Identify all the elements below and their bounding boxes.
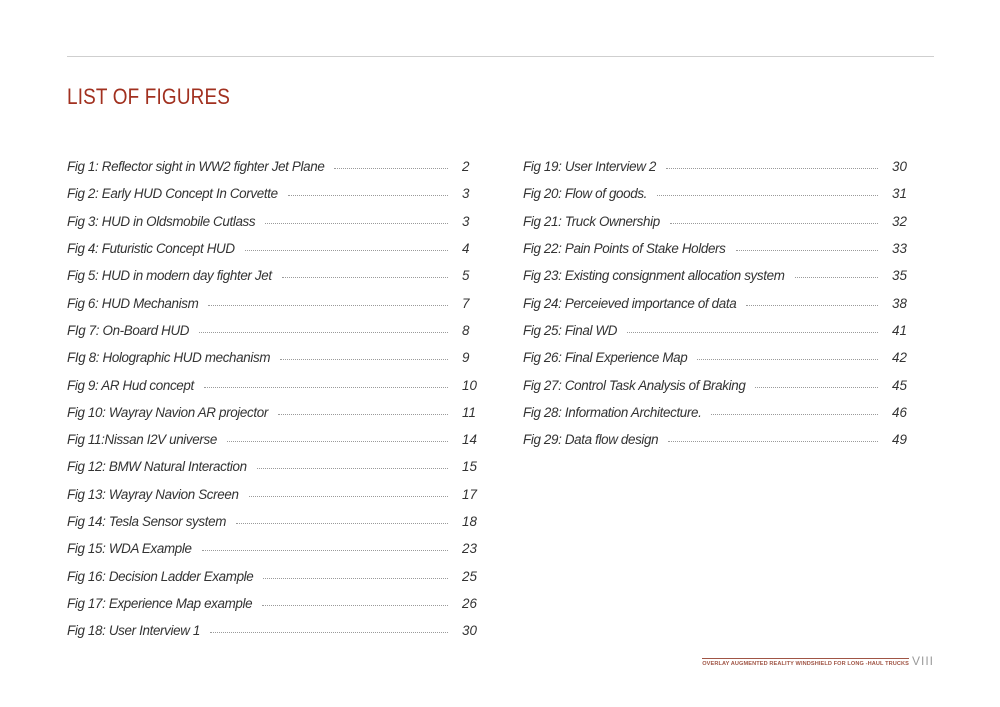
dot-leader: [202, 550, 448, 551]
dot-leader: [746, 305, 878, 306]
figure-page-number: 3: [462, 186, 470, 202]
figure-page-number: 33: [892, 241, 907, 257]
figure-title: Fig 17: Experience Map example: [67, 595, 253, 611]
figure-page-number: 32: [892, 213, 907, 229]
figure-entry: [67, 508, 479, 535]
dot-leader: [263, 578, 448, 579]
figure-page-number: 49: [892, 432, 907, 448]
dot-leader: [262, 605, 448, 606]
figure-page-number: 11: [462, 404, 476, 420]
dot-leader: [227, 441, 448, 442]
figure-page-number: 9: [462, 350, 470, 366]
page-footer: [702, 655, 934, 667]
figure-entry: [67, 399, 479, 426]
figure-entry: [523, 289, 912, 316]
figure-page-number: 46: [892, 404, 907, 420]
dot-leader: [697, 359, 878, 360]
figure-page-number: 42: [892, 350, 907, 366]
figure-page-number: 41: [892, 322, 907, 338]
dot-leader: [204, 387, 448, 388]
figure-entry: [67, 590, 479, 617]
footer-document-title: OVERLAY AUGMENTED REALITY WINDSHIELD FOR LONG -HAUL TRUCKS: [702, 658, 909, 667]
top-divider: [67, 56, 934, 57]
figure-entry: [67, 180, 479, 207]
dot-leader: [627, 332, 878, 333]
figure-entry: [67, 453, 479, 480]
figure-entry: [67, 262, 479, 289]
figure-title: Fig 10: Wayray Navion AR projector: [67, 404, 268, 420]
figure-page-number: 7: [462, 295, 470, 311]
figure-title: Fig 20: Flow of goods.: [523, 186, 648, 202]
figure-title: Fig 2: Early HUD Concept In Corvette: [67, 186, 278, 202]
dot-leader: [245, 250, 448, 251]
dot-leader: [278, 414, 448, 415]
figure-page-number: 14: [462, 432, 477, 448]
figure-page-number: 35: [892, 268, 907, 284]
figure-title: FIg 7: On-Board HUD: [67, 322, 190, 338]
figure-entry: [523, 235, 912, 262]
figure-entry: [67, 481, 479, 508]
figure-title: Fig 26: Final Experience Map: [523, 350, 688, 366]
dot-leader: [249, 496, 448, 497]
figure-title: Fig 12: BMW Natural Interaction: [67, 459, 247, 475]
figure-title: Fig 18: User Interview 1: [67, 623, 200, 639]
dot-leader: [334, 168, 448, 169]
figure-title: Fig 11:Nissan I2V universe: [67, 432, 217, 448]
figure-title: Fig 9: AR Hud concept: [67, 377, 194, 393]
figure-entry: [523, 426, 912, 453]
figure-title: FIg 8: Holographic HUD mechanism: [67, 350, 271, 366]
figure-entry: [67, 289, 479, 316]
figure-title: Fig 21: Truck Ownership: [523, 213, 660, 229]
page-title: LIST OF FIGURES: [67, 84, 231, 109]
dot-leader: [210, 632, 448, 633]
figure-title: Fig 3: HUD in Oldsmobile Cutlass: [67, 213, 256, 229]
figure-page-number: 2: [462, 159, 470, 175]
figure-page-number: 18: [462, 514, 477, 529]
figure-title: Fig 27: Control Task Analysis of Braking: [523, 377, 746, 393]
figure-entry: [523, 180, 912, 207]
dot-leader: [755, 387, 878, 388]
dot-leader: [236, 523, 448, 524]
figure-page-number: 30: [892, 159, 907, 175]
figure-title: Fig 16: Decision Ladder Example: [67, 568, 254, 584]
figure-title: Fig 24: Perceieved importance of data: [523, 295, 737, 311]
figure-title: Fig 5: HUD in modern day fighter Jet: [67, 268, 272, 284]
dot-leader: [208, 305, 448, 306]
figure-page-number: 31: [892, 186, 907, 202]
figure-title: Fig 23: Existing consignment allocation system: [523, 268, 785, 284]
dot-leader: [280, 359, 448, 360]
dot-leader: [288, 195, 448, 196]
figure-page-number: 17: [462, 486, 477, 502]
figure-title: Fig 28: Information Architecture.: [523, 404, 702, 420]
figure-title: Fig 14: Tesla Sensor system: [67, 514, 226, 529]
dot-leader: [670, 223, 878, 224]
figure-title: Fig 15: WDA Example: [67, 541, 192, 557]
dot-leader: [711, 414, 878, 415]
figure-title: Fig 29: Data flow design: [523, 432, 659, 448]
figure-title: Fig 1: Reflector sight in WW2 fighter Jet Plane: [67, 159, 325, 175]
figure-entry: [67, 371, 479, 398]
figure-page-number: 15: [462, 459, 477, 475]
figure-entry: [523, 399, 912, 426]
dot-leader: [657, 195, 878, 196]
figure-entry: [67, 208, 479, 235]
figure-page-number: 26: [462, 595, 477, 611]
figure-entry: [523, 344, 912, 371]
dot-leader: [666, 168, 878, 169]
figure-page-number: 4: [462, 241, 470, 257]
figure-entry: [523, 371, 912, 398]
figure-title: Fig 13: Wayray Navion Screen: [67, 486, 239, 502]
figure-title: Fig 25: Final WD: [523, 322, 618, 338]
footer-page-number: VIII: [911, 654, 934, 668]
figure-entry: [67, 426, 479, 453]
figure-entry: [67, 317, 479, 344]
figure-page-number: 45: [892, 377, 907, 393]
dot-leader: [668, 441, 878, 442]
dot-leader: [736, 250, 878, 251]
figure-entry: [523, 262, 912, 289]
figure-entry: [67, 344, 479, 371]
figure-list-left: [67, 153, 479, 644]
figure-page-number: 30: [462, 623, 477, 639]
dot-leader: [795, 277, 878, 278]
figure-page-number: 5: [462, 268, 470, 284]
figure-entry: [67, 153, 479, 180]
figure-title: Fig 19: User Interview 2: [523, 159, 656, 175]
figure-page-number: 38: [892, 295, 907, 311]
dot-leader: [257, 468, 448, 469]
figure-entry: [67, 235, 479, 262]
figure-page-number: 8: [462, 322, 470, 338]
figure-entry: [67, 562, 479, 589]
figure-entry: [523, 153, 912, 180]
figure-entry: [523, 208, 912, 235]
figure-title: Fig 22: Pain Points of Stake Holders: [523, 241, 726, 257]
figure-page-number: 10: [462, 377, 477, 393]
figure-entry: [523, 317, 912, 344]
figure-title: Fig 6: HUD Mechanism: [67, 295, 199, 311]
figure-entry: [67, 617, 479, 644]
dot-leader: [199, 332, 448, 333]
figure-list-right: [523, 153, 912, 453]
figure-title: Fig 4: Futuristic Concept HUD: [67, 241, 235, 257]
figure-entry: [67, 535, 479, 562]
figure-page-number: 25: [462, 568, 477, 584]
dot-leader: [282, 277, 448, 278]
figure-page-number: 23: [462, 541, 477, 557]
dot-leader: [265, 223, 448, 224]
figure-page-number: 3: [462, 213, 470, 229]
